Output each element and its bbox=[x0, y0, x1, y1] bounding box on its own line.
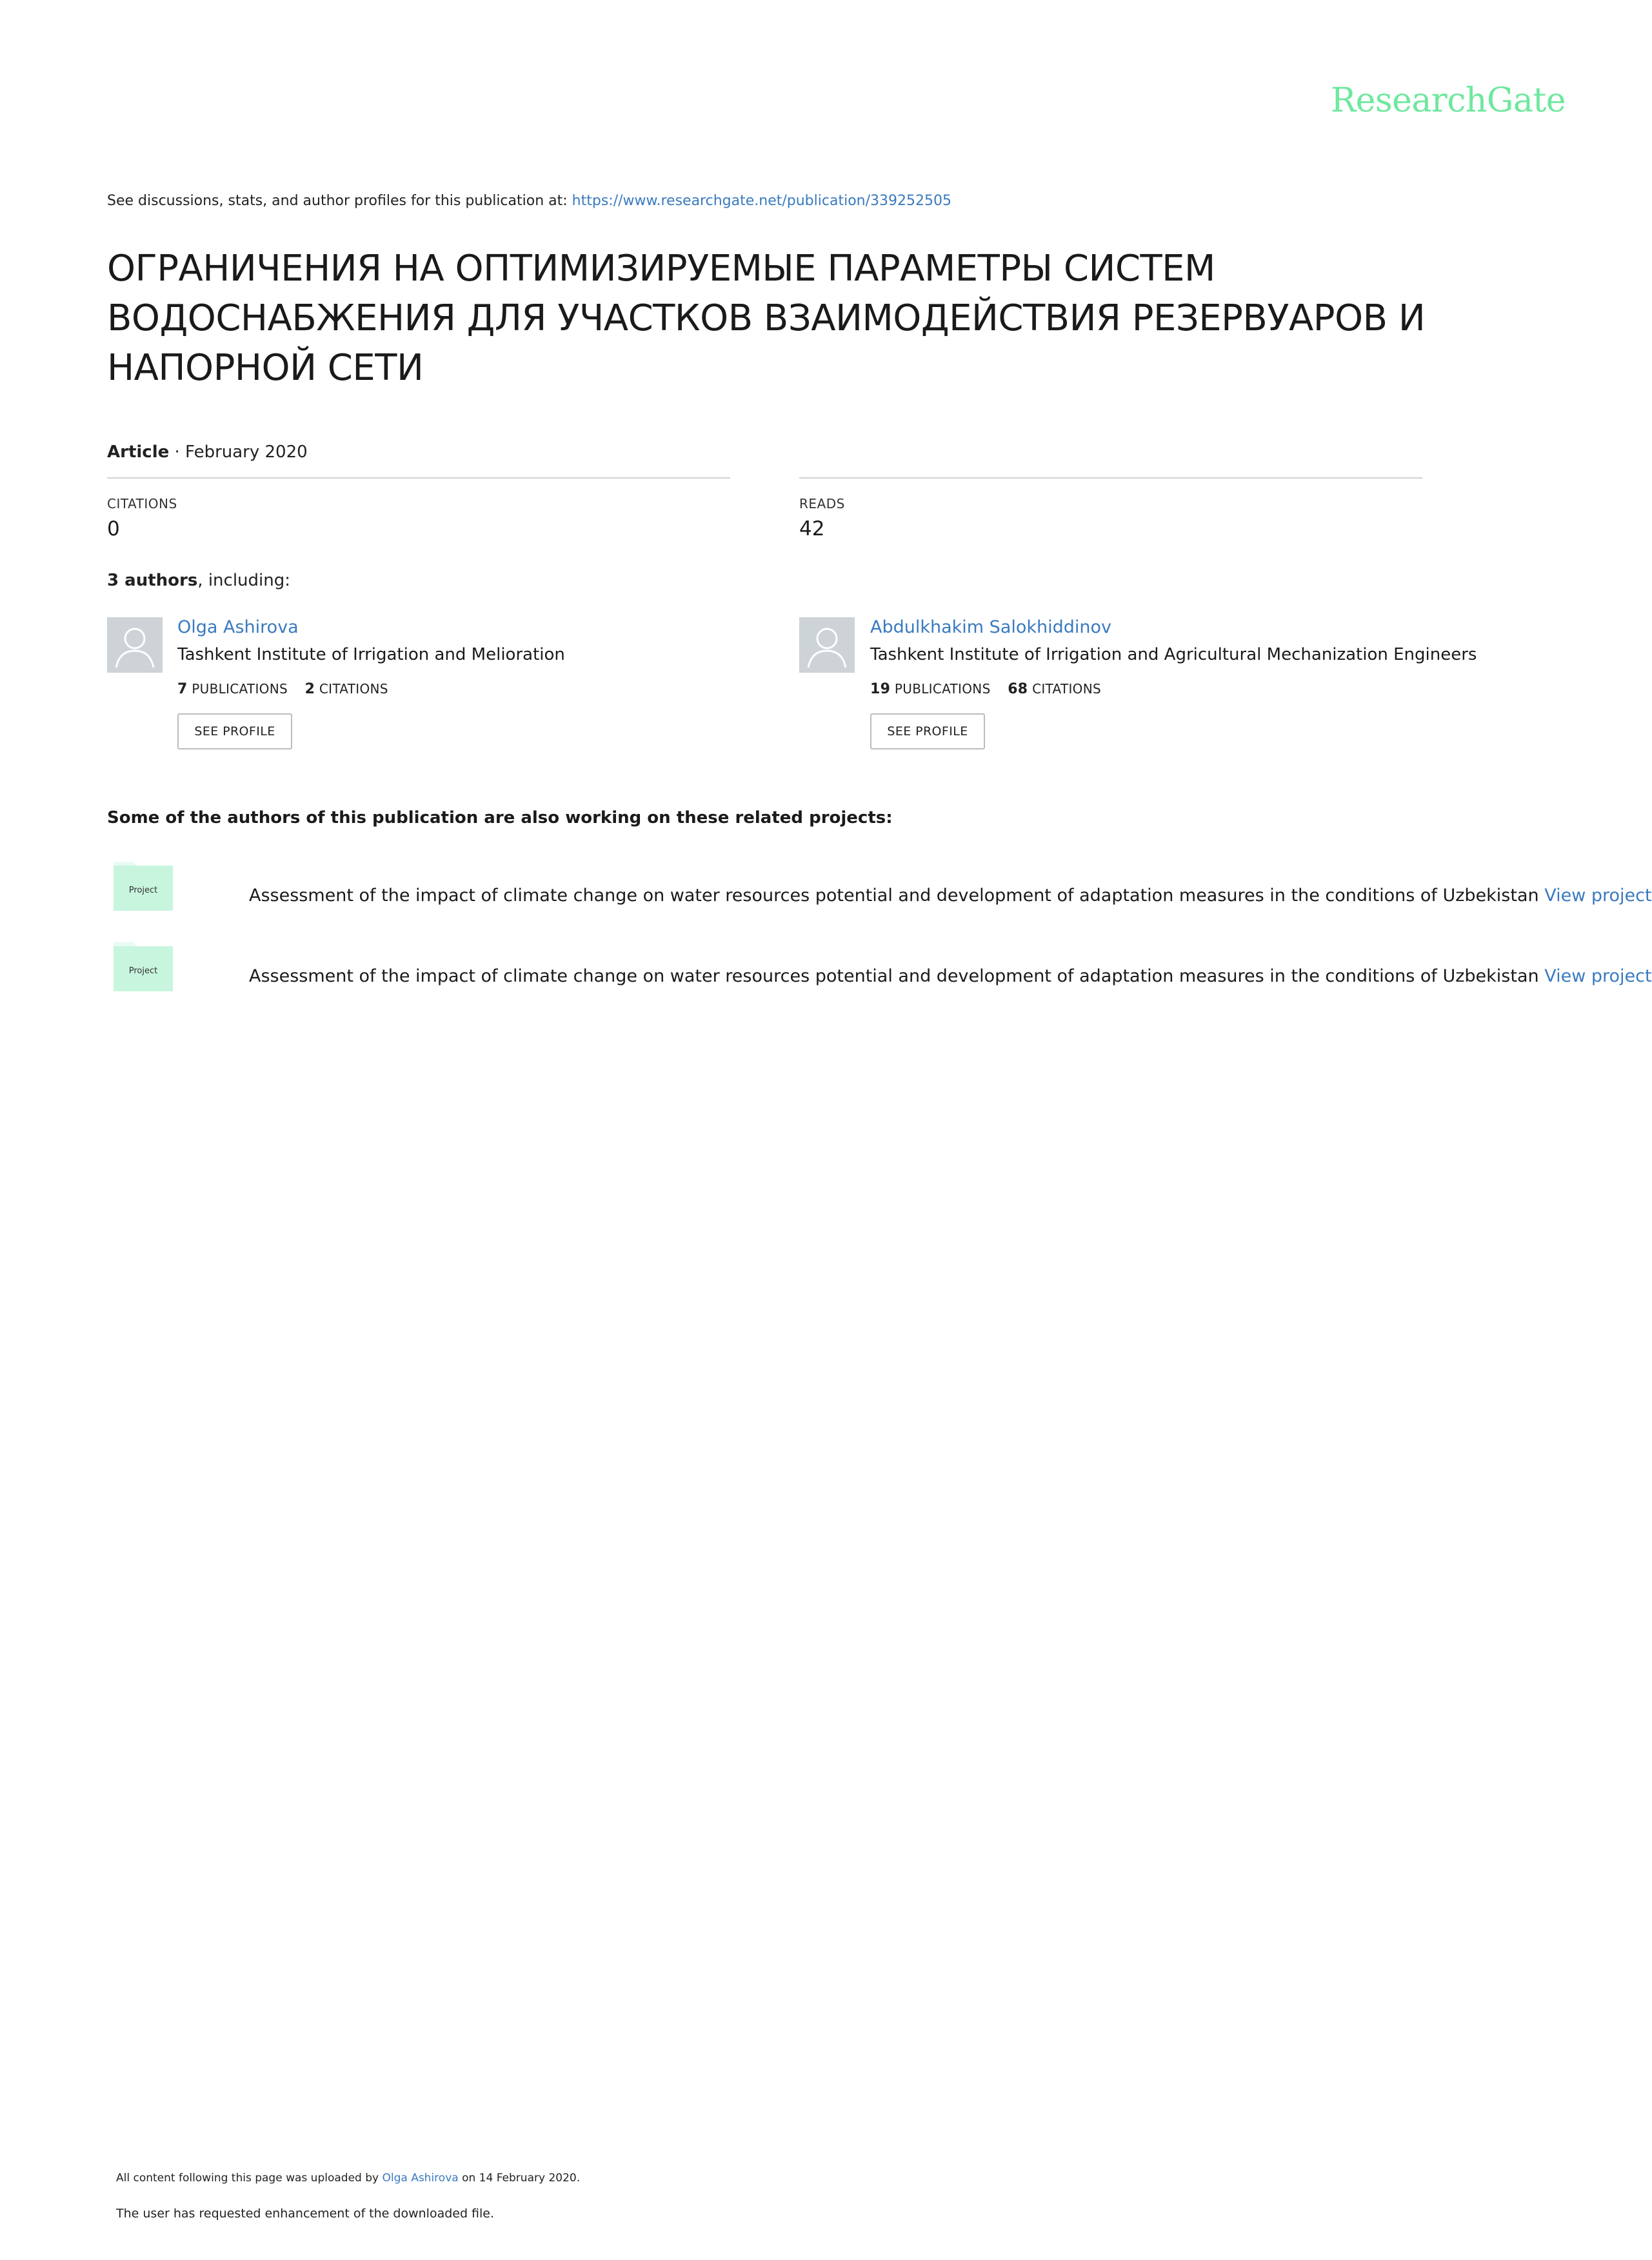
citations-label: CITATIONS bbox=[319, 681, 388, 697]
researchgate-logo[interactable]: ResearchGate bbox=[1331, 81, 1566, 120]
reads-value: 42 bbox=[799, 517, 825, 540]
divider-left bbox=[107, 477, 730, 479]
project-row bbox=[249, 886, 1652, 906]
enhancement-note: The user has requested enhancement of the downloaded file. bbox=[116, 2206, 495, 2221]
author-name-link[interactable]: Abdulkhakim Salokhiddinov bbox=[870, 617, 1112, 637]
citations-label: CITATIONS bbox=[107, 496, 177, 511]
citations-count: 2 bbox=[304, 681, 315, 697]
discussion-prefix: See discussions, stats, and author profiles for this publication at: bbox=[107, 193, 572, 209]
divider-right bbox=[799, 477, 1422, 479]
upload-suffix: on 14 February 2020. bbox=[458, 2172, 581, 2185]
view-project-link[interactable]: View project bbox=[1544, 966, 1652, 986]
authors-suffix: , including: bbox=[197, 571, 290, 590]
person-icon bbox=[799, 617, 855, 673]
project-folder-icon[interactable] bbox=[114, 862, 173, 911]
citations-label: CITATIONS bbox=[1032, 681, 1101, 697]
project-description: Assessment of the impact of climate change on water resources potential and development of adaptation measures in the conditions of Uzbekistan bbox=[249, 966, 1545, 986]
related-projects-heading: Some of the authors of this publication are also working on these related projects: bbox=[107, 808, 893, 828]
publications-label: PUBLICATIONS bbox=[894, 681, 991, 697]
uploader-link[interactable]: Olga Ashirova bbox=[382, 2172, 459, 2185]
publication-url-link[interactable]: https://www.researchgate.net/publication/339252505 bbox=[572, 193, 951, 209]
publications-count: 7 bbox=[177, 681, 188, 697]
see-profile-button[interactable]: SEE PROFILE bbox=[870, 713, 985, 749]
authors-count: 3 authors bbox=[107, 571, 198, 590]
upload-note bbox=[116, 2172, 580, 2185]
project-icon-label: Project bbox=[128, 966, 158, 976]
publication-type: Article bbox=[107, 442, 170, 462]
author-institution: Tashkent Institute of Irrigation and Agricultural Mechanization Engineers bbox=[870, 645, 1477, 664]
project-icon-label: Project bbox=[128, 886, 158, 895]
authors-summary bbox=[107, 571, 290, 590]
project-row bbox=[249, 966, 1652, 986]
project-folder-icon[interactable] bbox=[114, 942, 173, 991]
reads-label: READS bbox=[799, 496, 845, 511]
author-institution: Tashkent Institute of Irrigation and Melioration bbox=[177, 645, 565, 664]
publications-label: PUBLICATIONS bbox=[192, 681, 288, 697]
author-avatar[interactable] bbox=[799, 617, 855, 673]
author-name-link[interactable]: Olga Ashirova bbox=[177, 617, 299, 637]
publication-meta bbox=[107, 442, 308, 462]
citations-value: 0 bbox=[107, 517, 120, 540]
author-stats bbox=[177, 681, 388, 697]
citations-count: 68 bbox=[1008, 681, 1028, 697]
upload-prefix: All content following this page was uploaded by bbox=[116, 2172, 383, 2185]
author-avatar[interactable] bbox=[107, 617, 163, 673]
project-description: Assessment of the impact of climate change on water resources potential and development of adaptation measures in the conditions of Uzbekistan bbox=[249, 886, 1545, 906]
see-profile-button[interactable]: SEE PROFILE bbox=[177, 713, 292, 749]
person-icon bbox=[107, 617, 163, 673]
publication-title: ОГРАНИЧЕНИЯ НА ОПТИМИЗИРУЕМЫЕ ПАРАМЕТРЫ СИСТЕМ ВОДОСНАБЖЕНИЯ ДЛЯ УЧАСТКОВ ВЗАИМОДЕЙСТВИЯ РЕЗЕРВУАРОВ И НАПОРНОЙ СЕТИ bbox=[107, 248, 1426, 389]
publications-count: 19 bbox=[870, 681, 891, 697]
discussion-line bbox=[107, 193, 951, 209]
view-project-link[interactable]: View project bbox=[1544, 886, 1652, 906]
publication-date: · February 2020 bbox=[169, 442, 308, 462]
author-stats bbox=[870, 681, 1101, 697]
